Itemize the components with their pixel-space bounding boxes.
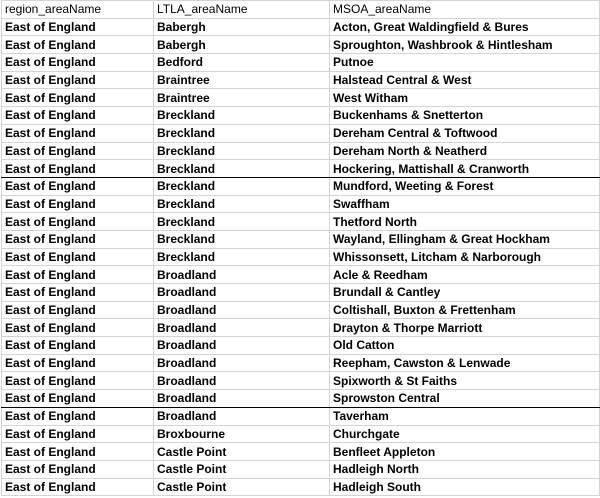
cell-ltla[interactable]: Castle Point	[154, 460, 330, 478]
cell-region[interactable]: East of England	[2, 301, 154, 319]
table-row	[2, 319, 600, 337]
cell-region[interactable]: East of England	[2, 160, 154, 178]
cell-region[interactable]: East of England	[2, 284, 154, 302]
cell-ltla[interactable]: Broadland	[154, 284, 330, 302]
cell-region[interactable]: East of England	[2, 425, 154, 443]
cell-ltla[interactable]: Breckland	[154, 213, 330, 231]
cell-msoa[interactable]: Halstead Central & West	[330, 71, 600, 89]
header-row	[2, 1, 600, 19]
table-row	[2, 230, 600, 248]
table-row	[2, 71, 600, 89]
cell-region[interactable]: East of England	[2, 18, 154, 36]
cell-ltla[interactable]: Broadland	[154, 407, 330, 425]
table-row	[2, 284, 600, 302]
cell-ltla[interactable]: Broadland	[154, 372, 330, 390]
table-row	[2, 54, 600, 72]
cell-region[interactable]: East of England	[2, 478, 154, 496]
cell-msoa[interactable]: West Witham	[330, 89, 600, 107]
cell-region[interactable]: East of England	[2, 460, 154, 478]
table-row	[2, 301, 600, 319]
table-row	[2, 390, 600, 408]
table-row	[2, 107, 600, 125]
table-row	[2, 266, 600, 284]
cell-ltla[interactable]: Broadland	[154, 319, 330, 337]
cell-region[interactable]: East of England	[2, 54, 154, 72]
cell-ltla[interactable]: Bedford	[154, 54, 330, 72]
table-row	[2, 407, 600, 425]
cell-ltla[interactable]: Breckland	[154, 177, 330, 195]
cell-ltla[interactable]: Braintree	[154, 89, 330, 107]
table-row	[2, 160, 600, 178]
table-row	[2, 443, 600, 461]
cell-region[interactable]: East of England	[2, 354, 154, 372]
header-cell-msoa[interactable]: MSOA_areaName	[330, 1, 600, 19]
cell-msoa[interactable]: Hadleigh North	[330, 460, 600, 478]
cell-region[interactable]: East of England	[2, 124, 154, 142]
cell-msoa[interactable]: Acton, Great Waldingfield & Bures	[330, 18, 600, 36]
cell-ltla[interactable]: Breckland	[154, 124, 330, 142]
table-row	[2, 177, 600, 195]
cell-msoa[interactable]: Swaffham	[330, 195, 600, 213]
cell-msoa[interactable]: Drayton & Thorpe Marriott	[330, 319, 600, 337]
cell-msoa[interactable]: Putnoe	[330, 54, 600, 72]
table-row	[2, 425, 600, 443]
cell-msoa[interactable]: Sproughton, Washbrook & Hintlesham	[330, 36, 600, 54]
table-row	[2, 248, 600, 266]
table-row	[2, 354, 600, 372]
cell-msoa[interactable]: Thetford North	[330, 213, 600, 231]
cell-msoa[interactable]: Whissonsett, Litcham & Narborough	[330, 248, 600, 266]
cell-ltla[interactable]: Breckland	[154, 248, 330, 266]
cell-msoa[interactable]: Reepham, Cawston & Lenwade	[330, 354, 600, 372]
table-row	[2, 372, 600, 390]
table-row	[2, 18, 600, 36]
table-row	[2, 337, 600, 355]
cell-msoa[interactable]: Hockering, Mattishall & Cranworth	[330, 160, 600, 178]
spreadsheet-body	[2, 1, 600, 496]
cell-msoa[interactable]: Wayland, Ellingham & Great Hockham	[330, 230, 600, 248]
cell-msoa[interactable]: Mundford, Weeting & Forest	[330, 177, 600, 195]
cell-ltla[interactable]: Breckland	[154, 142, 330, 160]
table-row	[2, 195, 600, 213]
cell-msoa[interactable]: Dereham North & Neatherd	[330, 142, 600, 160]
table-row	[2, 213, 600, 231]
cell-ltla[interactable]: Braintree	[154, 71, 330, 89]
cell-ltla[interactable]: Breckland	[154, 107, 330, 125]
cell-msoa[interactable]: Churchgate	[330, 425, 600, 443]
spreadsheet-table	[1, 0, 600, 496]
cell-msoa[interactable]: Taverham	[330, 407, 600, 425]
cell-region[interactable]: East of England	[2, 89, 154, 107]
cell-region[interactable]: East of England	[2, 372, 154, 390]
cell-region[interactable]: East of England	[2, 390, 154, 408]
cell-msoa[interactable]: Spixworth & St Faiths	[330, 372, 600, 390]
cell-region[interactable]: East of England	[2, 443, 154, 461]
cell-region[interactable]: East of England	[2, 407, 154, 425]
cell-region[interactable]: East of England	[2, 142, 154, 160]
table-row	[2, 89, 600, 107]
header-cell-region[interactable]: region_areaName	[2, 1, 154, 19]
cell-region[interactable]: East of England	[2, 36, 154, 54]
cell-ltla[interactable]: Castle Point	[154, 478, 330, 496]
cell-ltla[interactable]: Castle Point	[154, 443, 330, 461]
cell-ltla[interactable]: Breckland	[154, 230, 330, 248]
cell-ltla[interactable]: Broxbourne	[154, 425, 330, 443]
cell-region[interactable]: East of England	[2, 177, 154, 195]
cell-msoa[interactable]: Dereham Central & Toftwood	[330, 124, 600, 142]
cell-msoa[interactable]: Coltishall, Buxton & Frettenham	[330, 301, 600, 319]
cell-region[interactable]: East of England	[2, 230, 154, 248]
cell-region[interactable]: East of England	[2, 319, 154, 337]
table-row	[2, 478, 600, 496]
cell-msoa[interactable]: Buckenhams & Snetterton	[330, 107, 600, 125]
table-row	[2, 142, 600, 160]
table-row	[2, 460, 600, 478]
cell-ltla[interactable]: Broadland	[154, 354, 330, 372]
cell-ltla[interactable]: Breckland	[154, 160, 330, 178]
cell-msoa[interactable]: Sprowston Central	[330, 390, 600, 408]
header-cell-ltla[interactable]: LTLA_areaName	[154, 1, 330, 19]
table-row	[2, 124, 600, 142]
cell-msoa[interactable]: Acle & Reedham	[330, 266, 600, 284]
cell-ltla[interactable]: Babergh	[154, 18, 330, 36]
cell-region[interactable]: East of England	[2, 213, 154, 231]
cell-region[interactable]: East of England	[2, 266, 154, 284]
cell-ltla[interactable]: Breckland	[154, 195, 330, 213]
cell-msoa[interactable]: Benfleet Appleton	[330, 443, 600, 461]
cell-region[interactable]: East of England	[2, 107, 154, 125]
cell-msoa[interactable]: Brundall & Cantley	[330, 284, 600, 302]
cell-region[interactable]: East of England	[2, 71, 154, 89]
cell-ltla[interactable]: Broadland	[154, 337, 330, 355]
cell-msoa[interactable]: Old Catton	[330, 337, 600, 355]
cell-ltla[interactable]: Broadland	[154, 266, 330, 284]
cell-region[interactable]: East of England	[2, 337, 154, 355]
cell-ltla[interactable]: Broadland	[154, 390, 330, 408]
table-row	[2, 36, 600, 54]
cell-ltla[interactable]: Broadland	[154, 301, 330, 319]
cell-region[interactable]: East of England	[2, 195, 154, 213]
cell-msoa[interactable]: Hadleigh South	[330, 478, 600, 496]
cell-ltla[interactable]: Babergh	[154, 36, 330, 54]
cell-region[interactable]: East of England	[2, 248, 154, 266]
